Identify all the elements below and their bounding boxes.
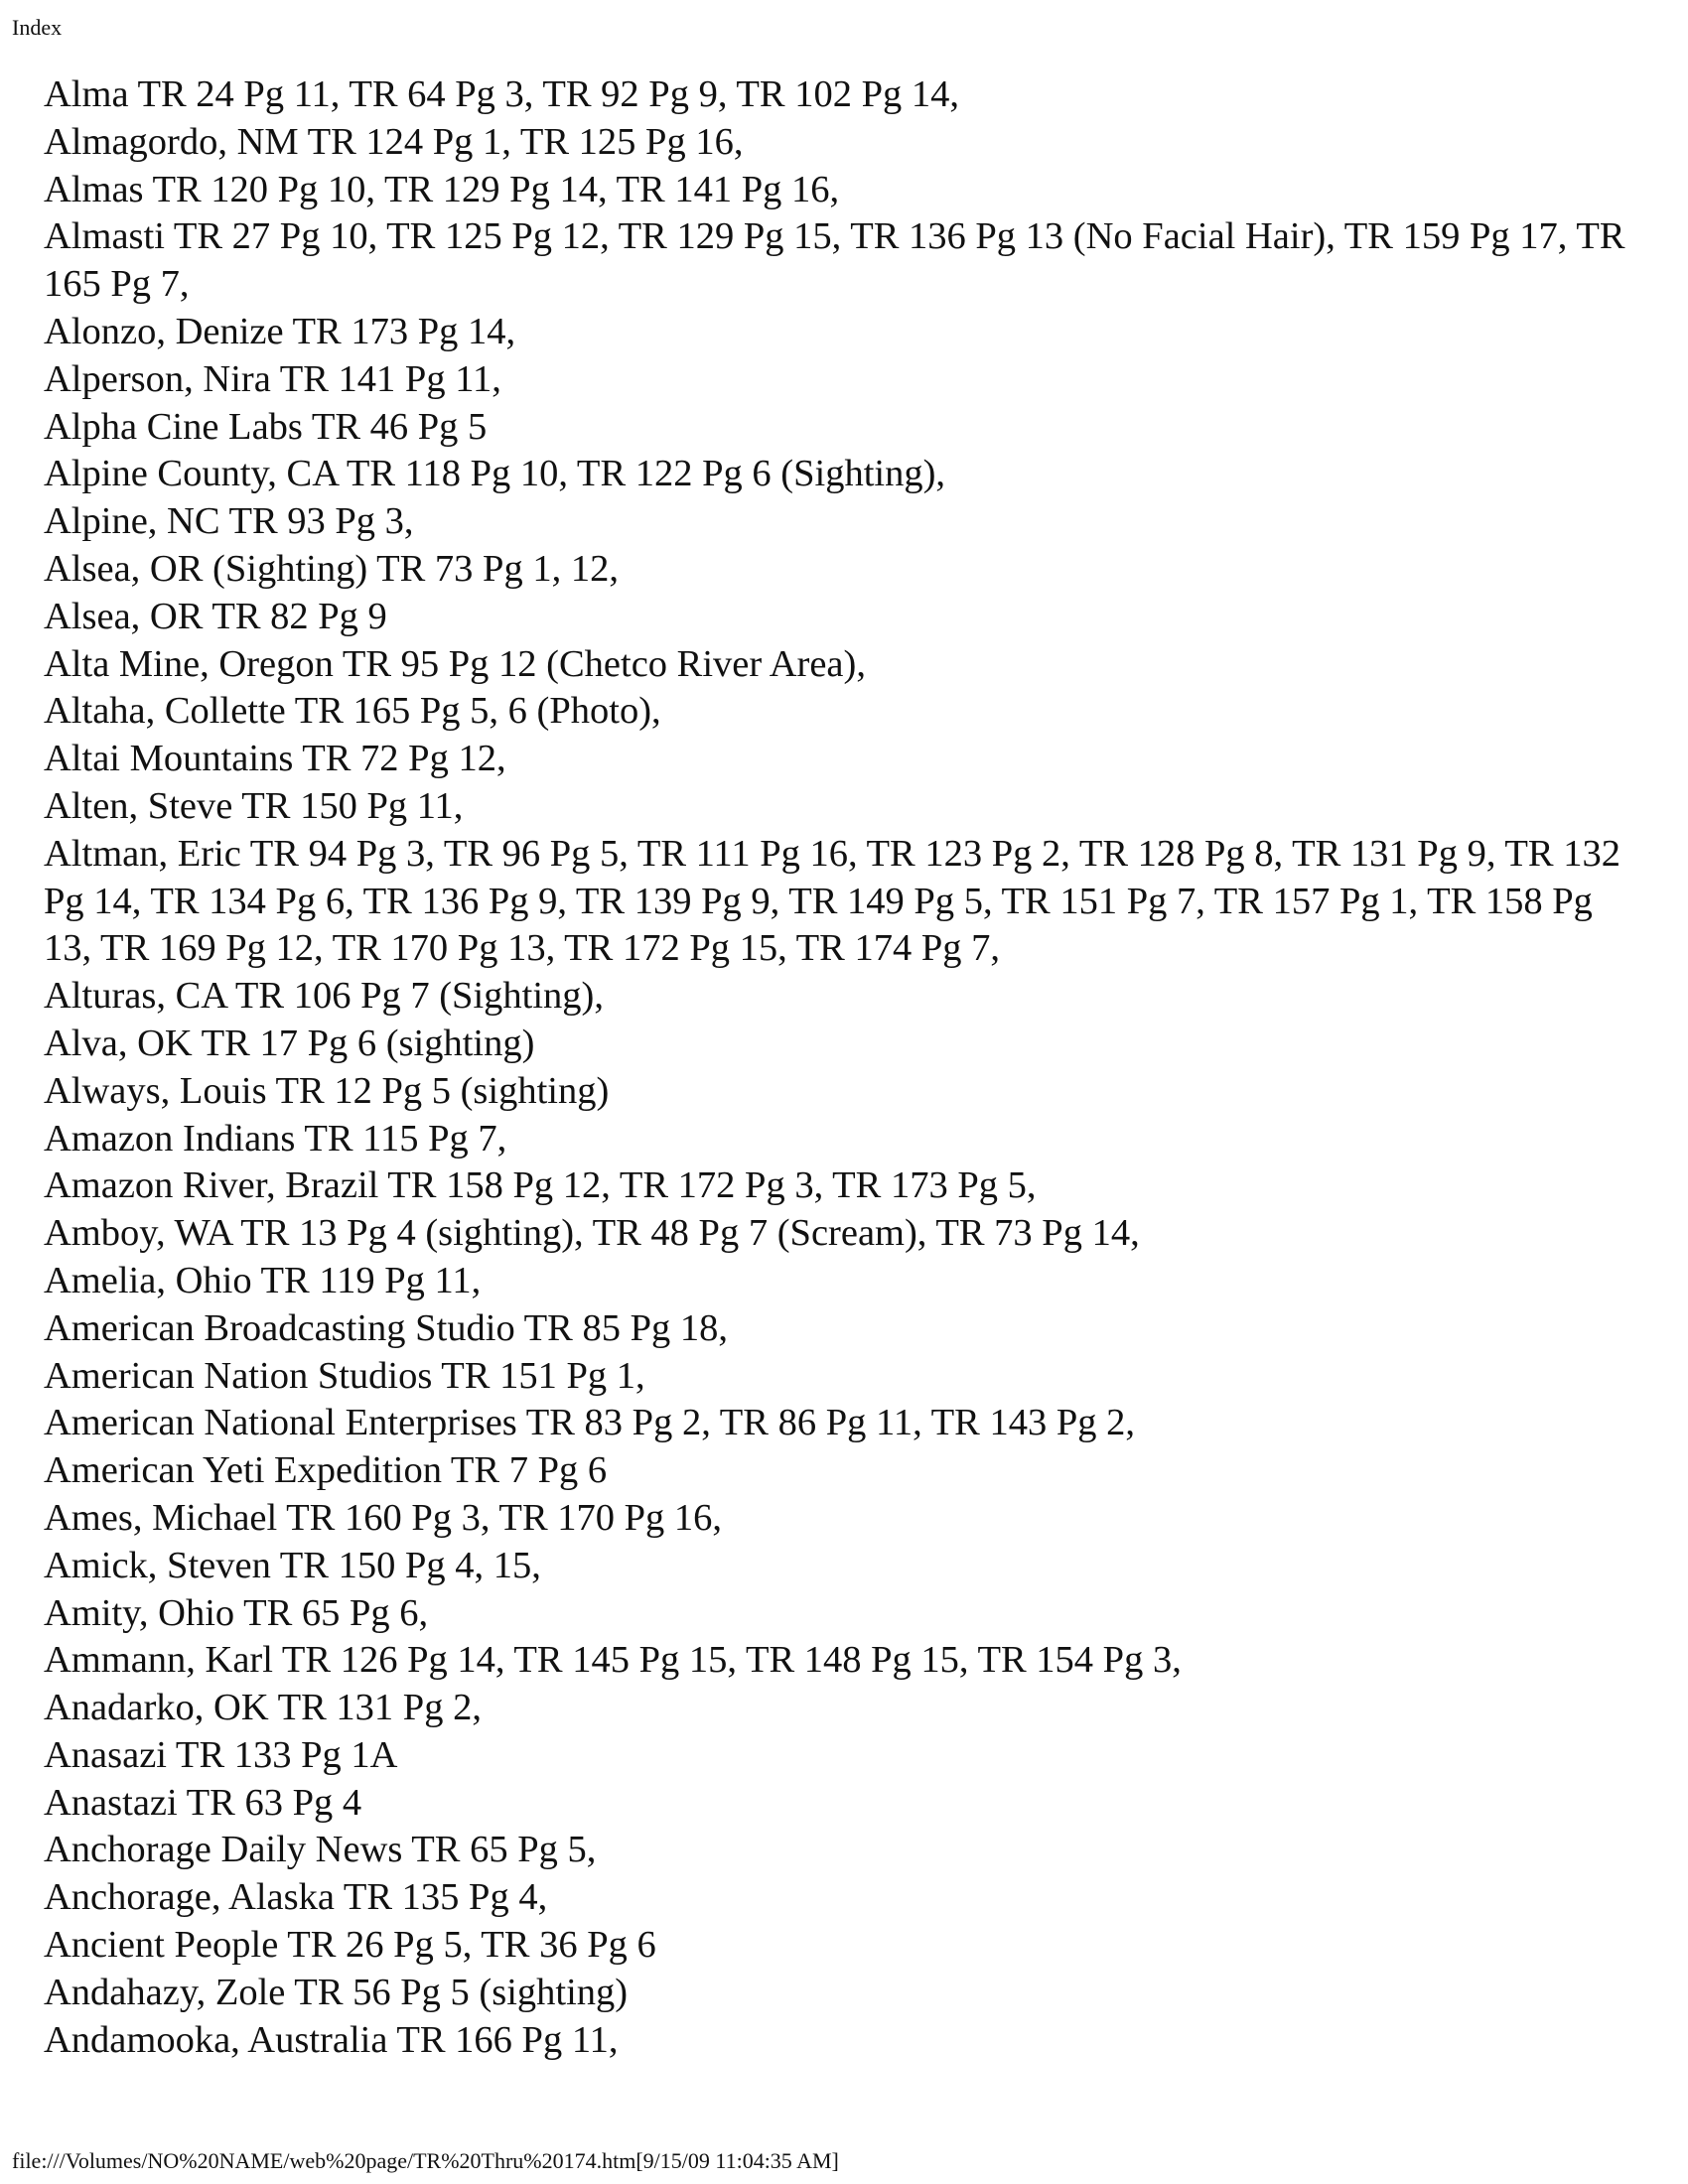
index-entry: Almas TR 120 Pg 10, TR 129 Pg 14, TR 141 Pg 16, [44, 168, 840, 210]
index-entry: Alta Mine, Oregon TR 95 Pg 12 (Chetco River Area), [44, 642, 866, 685]
index-entry: Alpha Cine Labs TR 46 Pg 5 [44, 405, 488, 448]
index-entry: Amazon Indians TR 115 Pg 7, [44, 1117, 507, 1160]
index-entry: Altman, Eric TR 94 Pg 3, TR 96 Pg 5, TR 111 Pg 16, TR 123 Pg 2, TR 128 Pg 8, TR 131 Pg 9, TR 132 Pg 14, TR 134 Pg 6, TR 136 Pg 9, TR 139 Pg 9, TR 149 Pg 5, TR 151 Pg 7, TR 157 Pg 1, TR 158 Pg 13, TR 169 Pg 12, TR 170 Pg 13, TR 172 Pg 15, TR 174 Pg 7, [44, 832, 1620, 970]
index-entry: Andahazy, Zole TR 56 Pg 5 (sighting) [44, 1971, 629, 2013]
index-entry: Amboy, WA TR 13 Pg 4 (sighting), TR 48 Pg 7 (Scream), TR 73 Pg 14, [44, 1212, 1140, 1255]
index-entry: Alma TR 24 Pg 11, TR 64 Pg 3, TR 92 Pg 9, TR 102 Pg 14, [44, 73, 960, 115]
index-entry: Almagordo, NM TR 124 Pg 1, TR 125 Pg 16, [44, 120, 744, 163]
index-entry: Always, Louis TR 12 Pg 5 (sighting) [44, 1069, 610, 1112]
index-entry: Ammann, Karl TR 126 Pg 14, TR 145 Pg 15, TR 148 Pg 15, TR 154 Pg 3, [44, 1639, 1182, 1682]
index-entry: Amity, Ohio TR 65 Pg 6, [44, 1591, 429, 1634]
index-entry: Alpine County, CA TR 118 Pg 10, TR 122 Pg 6 (Sighting), [44, 453, 946, 495]
index-entry: Alsea, OR TR 82 Pg 9 [44, 595, 387, 637]
index-entry: Alonzo, Denize TR 173 Pg 14, [44, 310, 516, 352]
index-entry: Andamooka, Australia TR 166 Pg 11, [44, 2018, 619, 2061]
index-entry: Alturas, CA TR 106 Pg 7 (Sighting), [44, 975, 605, 1018]
index-entry: American Broadcasting Studio TR 85 Pg 18, [44, 1306, 729, 1349]
index-entry: Anadarko, OK TR 131 Pg 2, [44, 1687, 482, 1729]
index-entry: Alten, Steve TR 150 Pg 11, [44, 784, 464, 827]
index-entry: Amazon River, Brazil TR 158 Pg 12, TR 172 Pg 3, TR 173 Pg 5, [44, 1164, 1037, 1207]
index-entry: Anchorage, Alaska TR 135 Pg 4, [44, 1876, 548, 1919]
page-header: Index [12, 15, 63, 40]
index-entry: Altai Mountains TR 72 Pg 12, [44, 738, 506, 780]
index-entry: Ancient People TR 26 Pg 5, TR 36 Pg 6 [44, 1924, 656, 1967]
index-entry: Almasti TR 27 Pg 10, TR 125 Pg 12, TR 129 Pg 15, TR 136 Pg 13 (No Facial Hair), TR 159 Pg 17, TR 165 Pg 7, [44, 215, 1625, 306]
index-entry: Amelia, Ohio TR 119 Pg 11, [44, 1259, 482, 1301]
index-entry: Alva, OK TR 17 Pg 6 (sighting) [44, 1022, 535, 1064]
index-entry-list [44, 71, 1632, 2064]
index-entry: Amick, Steven TR 150 Pg 4, 15, [44, 1544, 541, 1586]
index-entry: Alsea, OR (Sighting) TR 73 Pg 1, 12, [44, 547, 619, 590]
index-entry: Ames, Michael TR 160 Pg 3, TR 170 Pg 16, [44, 1496, 723, 1539]
index-entry: Alpine, NC TR 93 Pg 3, [44, 500, 414, 543]
index-entry: American National Enterprises TR 83 Pg 2, TR 86 Pg 11, TR 143 Pg 2, [44, 1402, 1135, 1444]
index-entry: Anastazi TR 63 Pg 4 [44, 1781, 362, 1824]
index-entry: Altaha, Collette TR 165 Pg 5, 6 (Photo), [44, 690, 661, 733]
index-entry: Anasazi TR 133 Pg 1A [44, 1733, 398, 1776]
index-entry: American Nation Studios TR 151 Pg 1, [44, 1354, 645, 1397]
index-entry: American Yeti Expedition TR 7 Pg 6 [44, 1449, 608, 1492]
page-footer-path: file:///Volumes/NO%20NAME/web%20page/TR%20Thru%20174.htm[9/15/09 11:04:35 AM] [12, 2148, 839, 2173]
index-entry: Anchorage Daily News TR 65 Pg 5, [44, 1829, 597, 1871]
index-entry: Alperson, Nira TR 141 Pg 11, [44, 357, 501, 400]
